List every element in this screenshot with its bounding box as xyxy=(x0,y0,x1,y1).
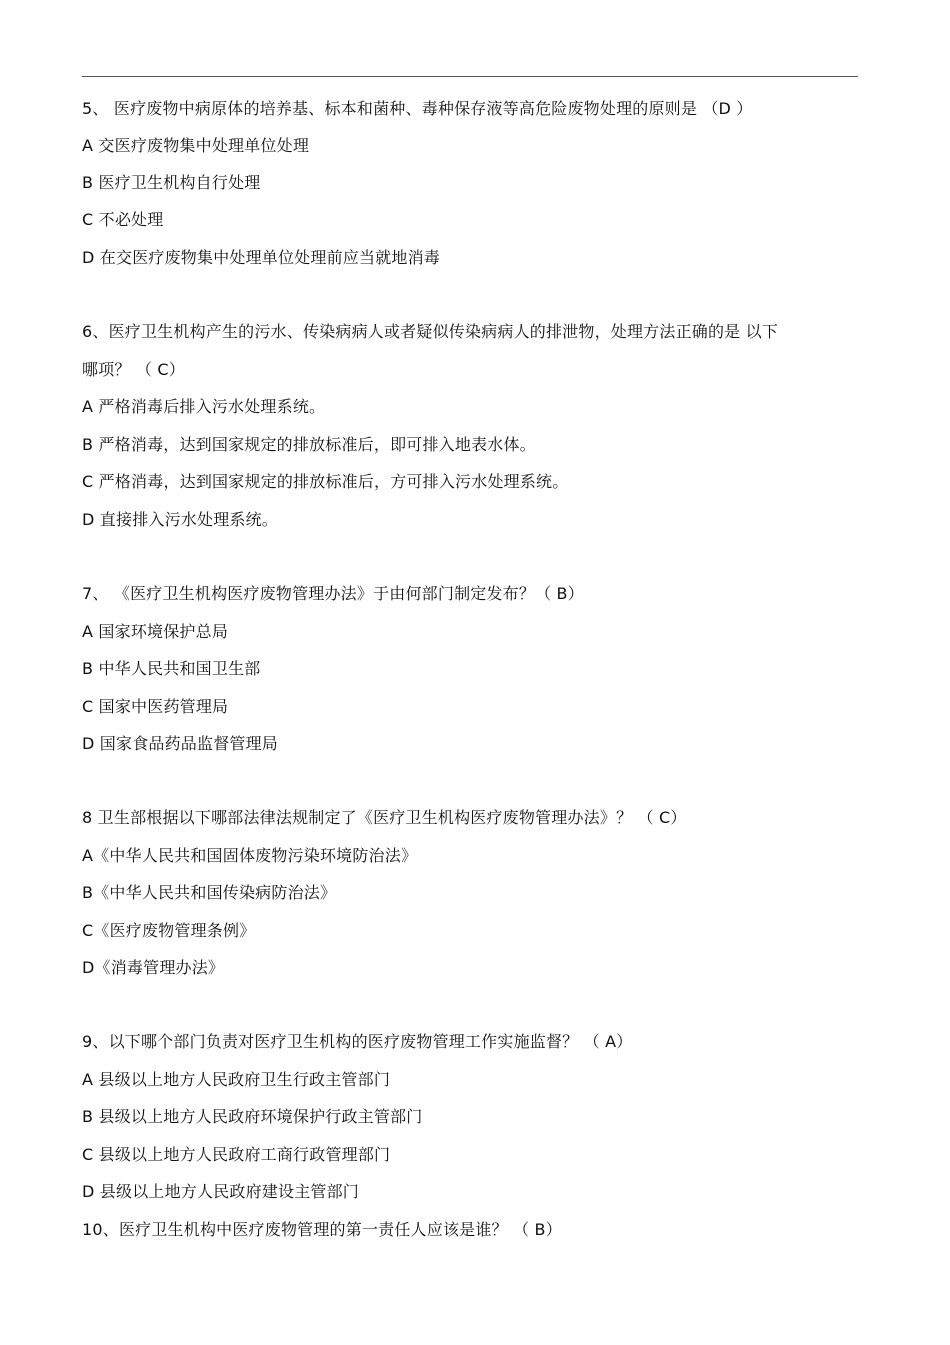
question-5-option-d: D 在交医疗废物集中处理单位处理前应当就地消毒 xyxy=(82,248,441,267)
question-8-option-c: C《医疗废物管理条例》 xyxy=(82,921,256,940)
question-6-option-c: C 严格消毒，达到国家规定的排放标准后，方可排入污水处理系统。 xyxy=(82,472,569,491)
question-8-option-d: D《消毒管理办法》 xyxy=(82,958,225,977)
question-8-text: 8 卫生部根据以下哪部法律法规制定了《医疗卫生机构医疗废物管理办法》？ （ C） xyxy=(82,808,687,827)
question-6-text-cont: 哪项？ （ C） xyxy=(82,360,185,379)
question-7-option-c: C 国家中医药管理局 xyxy=(82,697,229,716)
question-7-option-b: B 中华人民共和国卫生部 xyxy=(82,659,261,678)
question-5-option-a: A 交医疗废物集中处理单位处理 xyxy=(82,136,310,155)
question-8-option-a: A《中华人民共和国固体废物污染环境防治法》 xyxy=(82,846,418,865)
question-6-text: 6、医疗卫生机构产生的污水、传染病病人或者疑似传染病病人的排泄物，处理方法正确的是 以下 xyxy=(82,322,779,341)
question-6-option-a: A 严格消毒后排入污水处理系统。 xyxy=(82,397,326,416)
question-7-option-d: D 国家食品药品监督管理局 xyxy=(82,734,279,753)
question-6-option-b: B 严格消毒，达到国家规定的排放标准后，即可排入地表水体。 xyxy=(82,435,536,454)
question-7-text: 7、 《医疗卫生机构医疗废物管理办法》于由何部门制定发布？（ B） xyxy=(82,584,584,603)
question-9-option-d: D 县级以上地方人民政府建设主管部门 xyxy=(82,1182,360,1201)
question-9-option-b: B 县级以上地方人民政府环境保护行政主管部门 xyxy=(82,1107,423,1126)
question-5-option-b: B 医疗卫生机构自行处理 xyxy=(82,173,261,192)
question-5-option-c: C 不必处理 xyxy=(82,210,164,229)
question-7-option-a: A 国家环境保护总局 xyxy=(82,622,229,641)
question-10-text: 10、医疗卫生机构中医疗废物管理的第一责任人应该是谁？ （ B） xyxy=(82,1220,562,1239)
question-5-text: 5、 医疗废物中病原体的培养基、标本和菌种、毒种保存液等高危险废物处理的原则是 （D ） xyxy=(82,99,753,118)
question-6-option-d: D 直接排入污水处理系统。 xyxy=(82,510,279,529)
question-9-text: 9、以下哪个部门负责对医疗卫生机构的医疗废物管理工作实施监督？ （ A） xyxy=(82,1032,633,1051)
question-8-option-b: B《中华人民共和国传染病防治法》 xyxy=(82,883,337,902)
header-rule xyxy=(82,76,858,77)
question-9-option-c: C 县级以上地方人民政府工商行政管理部门 xyxy=(82,1145,391,1164)
question-9-option-a: A 县级以上地方人民政府卫生行政主管部门 xyxy=(82,1070,391,1089)
